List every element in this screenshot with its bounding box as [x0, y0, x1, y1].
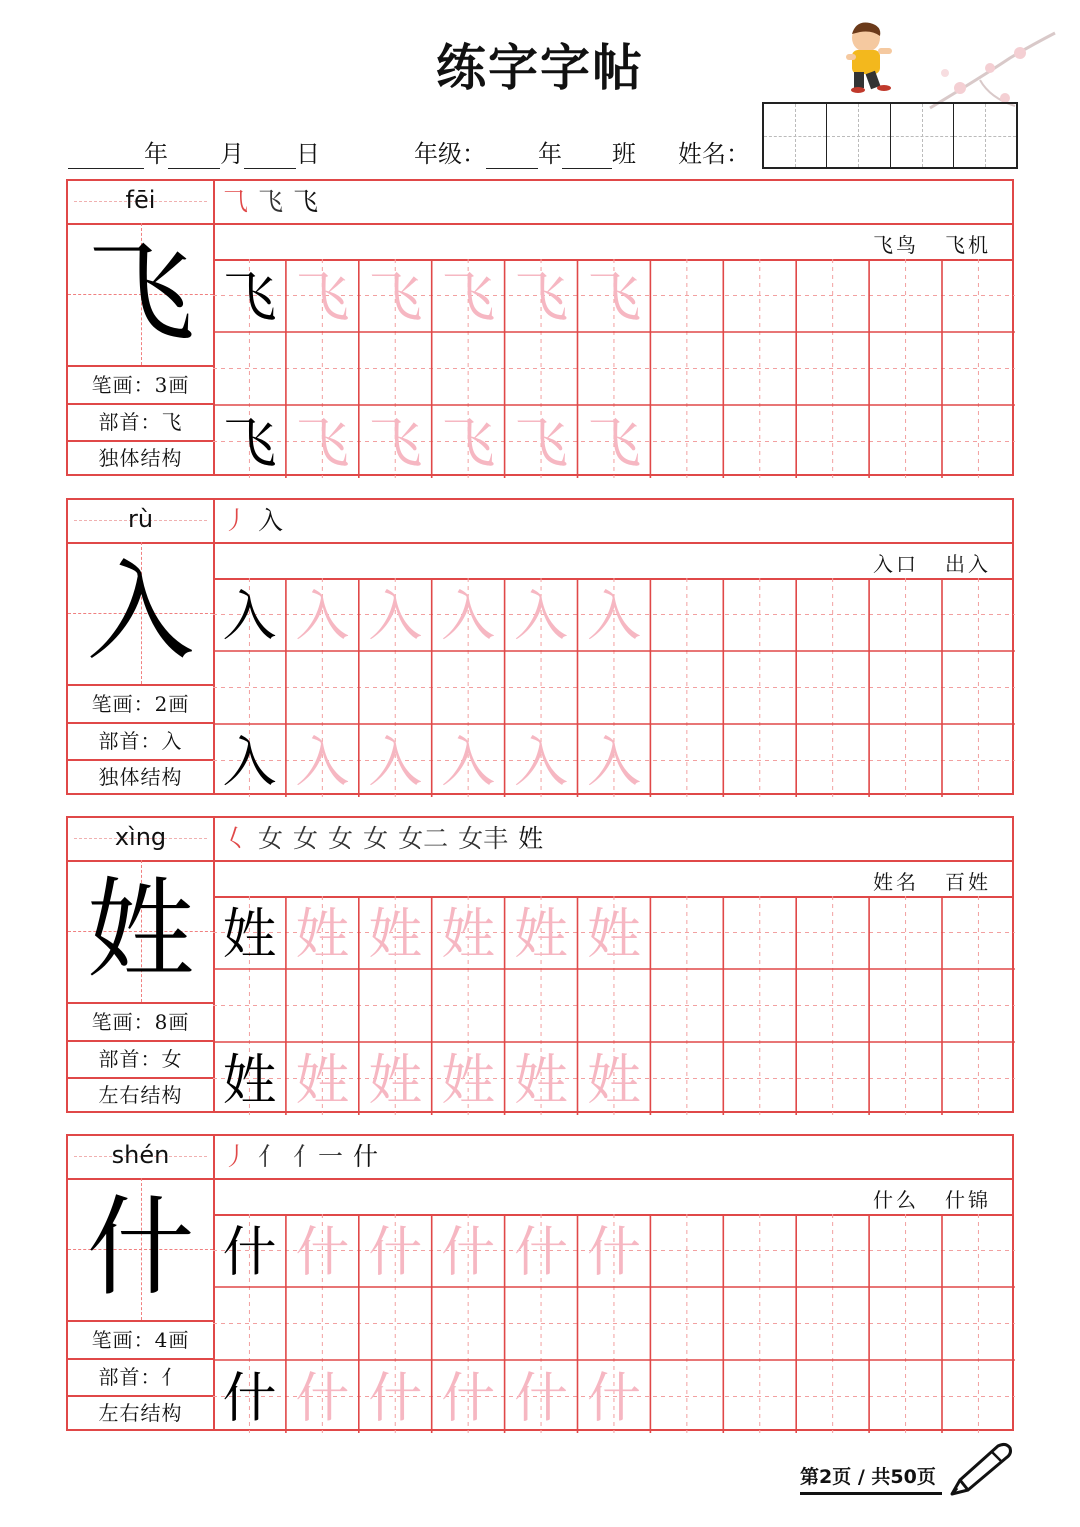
tracing-character: 什 [441, 1366, 496, 1430]
name-writing-grid[interactable] [762, 102, 1018, 169]
stroke-step: 姓 [518, 824, 544, 853]
radical: 部首：入 [68, 723, 213, 761]
radical: 部首：亻 [68, 1359, 213, 1397]
practice-grid[interactable] [213, 578, 1015, 797]
pinyin: rù [68, 500, 213, 544]
date-line: 年 月 日 [68, 134, 320, 169]
stroke-count: 笔画：2画 [68, 686, 213, 724]
tracing-character: 入 [586, 730, 641, 794]
model-character: 什 [86, 1186, 195, 1311]
pinyin: xìng [68, 818, 213, 862]
tracing-character: 姓 [368, 902, 423, 966]
tracing-character: 姓 [441, 902, 496, 966]
tracing-character: 入 [368, 584, 423, 648]
tracing-character: 飞 [441, 265, 496, 329]
practice-area [213, 818, 1012, 1111]
tracing-character: 入 [514, 730, 569, 794]
tracing-character: 入 [586, 584, 641, 648]
character-block [66, 1134, 1014, 1431]
model-character: 飞 [86, 231, 195, 356]
stroke-step: ⺄ [223, 187, 249, 216]
tracing-character: 入 [441, 730, 496, 794]
character-block [66, 498, 1014, 795]
example-word: 入口 [873, 552, 919, 576]
sample-character: 入 [222, 730, 277, 794]
practice-area [213, 181, 1012, 474]
structure: 左右结构 [98, 1083, 183, 1107]
example-word: 百姓 [945, 870, 991, 894]
tracing-character: 什 [295, 1220, 350, 1284]
tracing-character: 姓 [441, 1048, 496, 1112]
tracing-character: 入 [368, 730, 423, 794]
example-words [213, 860, 1012, 898]
example-words [213, 542, 1012, 580]
stroke-step: 女 [363, 824, 389, 853]
stroke-step: 𡿨 [223, 824, 249, 853]
character-block [66, 179, 1014, 476]
character-info-panel [68, 1136, 215, 1429]
page-counter: 第2页 / 共50页 [800, 1466, 936, 1488]
tracing-character: 什 [295, 1366, 350, 1430]
tracing-character: 飞 [514, 411, 569, 475]
stroke-step: 女 [328, 824, 354, 853]
example-word: 什锦 [945, 1188, 991, 1212]
tracing-character: 飞 [368, 411, 423, 475]
example-word: 出入 [945, 552, 991, 576]
tracing-character: 飞 [368, 265, 423, 329]
tianzige-grid[interactable] [213, 578, 1015, 797]
stroke-count: 笔画：8画 [68, 1004, 213, 1042]
character-info-panel [68, 818, 215, 1111]
tracing-character: 飞 [295, 411, 350, 475]
tracing-character: 飞 [514, 265, 569, 329]
character-info-panel [68, 500, 215, 793]
stroke-order [213, 818, 1012, 862]
example-word: 姓名 [873, 870, 919, 894]
tracing-character: 入 [441, 584, 496, 648]
tracing-character: 什 [514, 1220, 569, 1284]
practice-grid[interactable] [213, 896, 1015, 1115]
stroke-step: 丿 [223, 506, 249, 535]
stroke-step: 亻一 [293, 1142, 344, 1171]
running-boy-icon [838, 20, 900, 96]
sample-character: 飞 [222, 265, 277, 329]
character-info-panel [68, 181, 215, 474]
stroke-step: 女 [293, 824, 319, 853]
example-words [213, 223, 1012, 261]
tracing-character: 入 [514, 584, 569, 648]
stroke-step: 女丰 [458, 824, 509, 853]
model-character-box [68, 1178, 213, 1322]
stroke-step: 女二 [398, 824, 449, 853]
stroke-count: 笔画：3画 [68, 367, 213, 405]
example-word: 什么 [873, 1188, 919, 1212]
structure: 独体结构 [98, 765, 183, 789]
tracing-character: 飞 [586, 411, 641, 475]
model-character: 姓 [86, 868, 195, 993]
sample-character: 什 [222, 1220, 277, 1284]
tracing-character: 姓 [586, 1048, 641, 1112]
stroke-step: 亻 [258, 1142, 284, 1171]
structure: 左右结构 [98, 1401, 183, 1425]
practice-area [213, 1136, 1012, 1429]
stroke-count: 笔画：4画 [68, 1322, 213, 1360]
tracing-character: 姓 [368, 1048, 423, 1112]
page-title: 练字字帖 [436, 39, 644, 97]
model-character-box [68, 542, 213, 686]
example-words [213, 1178, 1012, 1216]
practice-grid[interactable] [213, 1214, 1015, 1433]
tianzige-grid[interactable] [213, 896, 1015, 1115]
sample-character: 姓 [222, 1048, 277, 1112]
tracing-character: 什 [441, 1220, 496, 1284]
pen-icon [946, 1440, 1016, 1500]
tracing-character: 飞 [295, 265, 350, 329]
sample-character: 入 [222, 584, 277, 648]
tracing-character: 什 [514, 1366, 569, 1430]
tracing-character: 入 [295, 584, 350, 648]
tracing-character: 姓 [295, 1048, 350, 1112]
pinyin: fēi [68, 181, 213, 225]
stroke-step: 什 [353, 1142, 379, 1171]
tracing-character: 飞 [441, 411, 496, 475]
model-character-box [68, 860, 213, 1004]
tracing-character: 姓 [514, 902, 569, 966]
stroke-step: 女 [258, 824, 284, 853]
tracing-character: 飞 [586, 265, 641, 329]
sample-character: 什 [222, 1366, 277, 1430]
tracing-character: 什 [586, 1366, 641, 1430]
radical: 部首：飞 [68, 404, 213, 442]
sample-character: 姓 [222, 902, 277, 966]
tianzige-grid[interactable] [213, 259, 1015, 478]
tracing-character: 什 [368, 1220, 423, 1284]
tracing-character: 什 [368, 1366, 423, 1430]
radical: 部首：女 [68, 1041, 213, 1079]
model-character: 入 [86, 550, 195, 675]
stroke-order [213, 500, 1012, 544]
tracing-character: 姓 [295, 902, 350, 966]
tracing-character: 什 [586, 1220, 641, 1284]
tracing-character: 姓 [514, 1048, 569, 1112]
tracing-character: 姓 [586, 902, 641, 966]
structure: 独体结构 [98, 446, 183, 470]
pinyin: shén [68, 1136, 213, 1180]
stroke-step: 飞 [258, 187, 284, 216]
stroke-order [213, 1136, 1012, 1180]
tracing-character: 入 [295, 730, 350, 794]
stroke-step: 飞 [293, 187, 319, 216]
character-block [66, 816, 1014, 1113]
tianzige-grid[interactable] [213, 1214, 1015, 1433]
stroke-step: 丿 [223, 1142, 249, 1171]
name-label: 姓名： [678, 140, 750, 168]
stroke-step: 入 [258, 506, 284, 535]
practice-grid[interactable] [213, 259, 1015, 478]
practice-area [213, 500, 1012, 793]
example-word: 飞机 [945, 233, 991, 257]
grade-line: 年级： 年 班 [414, 140, 636, 168]
stroke-order [213, 181, 1012, 225]
example-word: 飞鸟 [873, 233, 919, 257]
sample-character: 飞 [222, 411, 277, 475]
model-character-box [68, 223, 213, 367]
footer-underline [800, 1492, 942, 1495]
